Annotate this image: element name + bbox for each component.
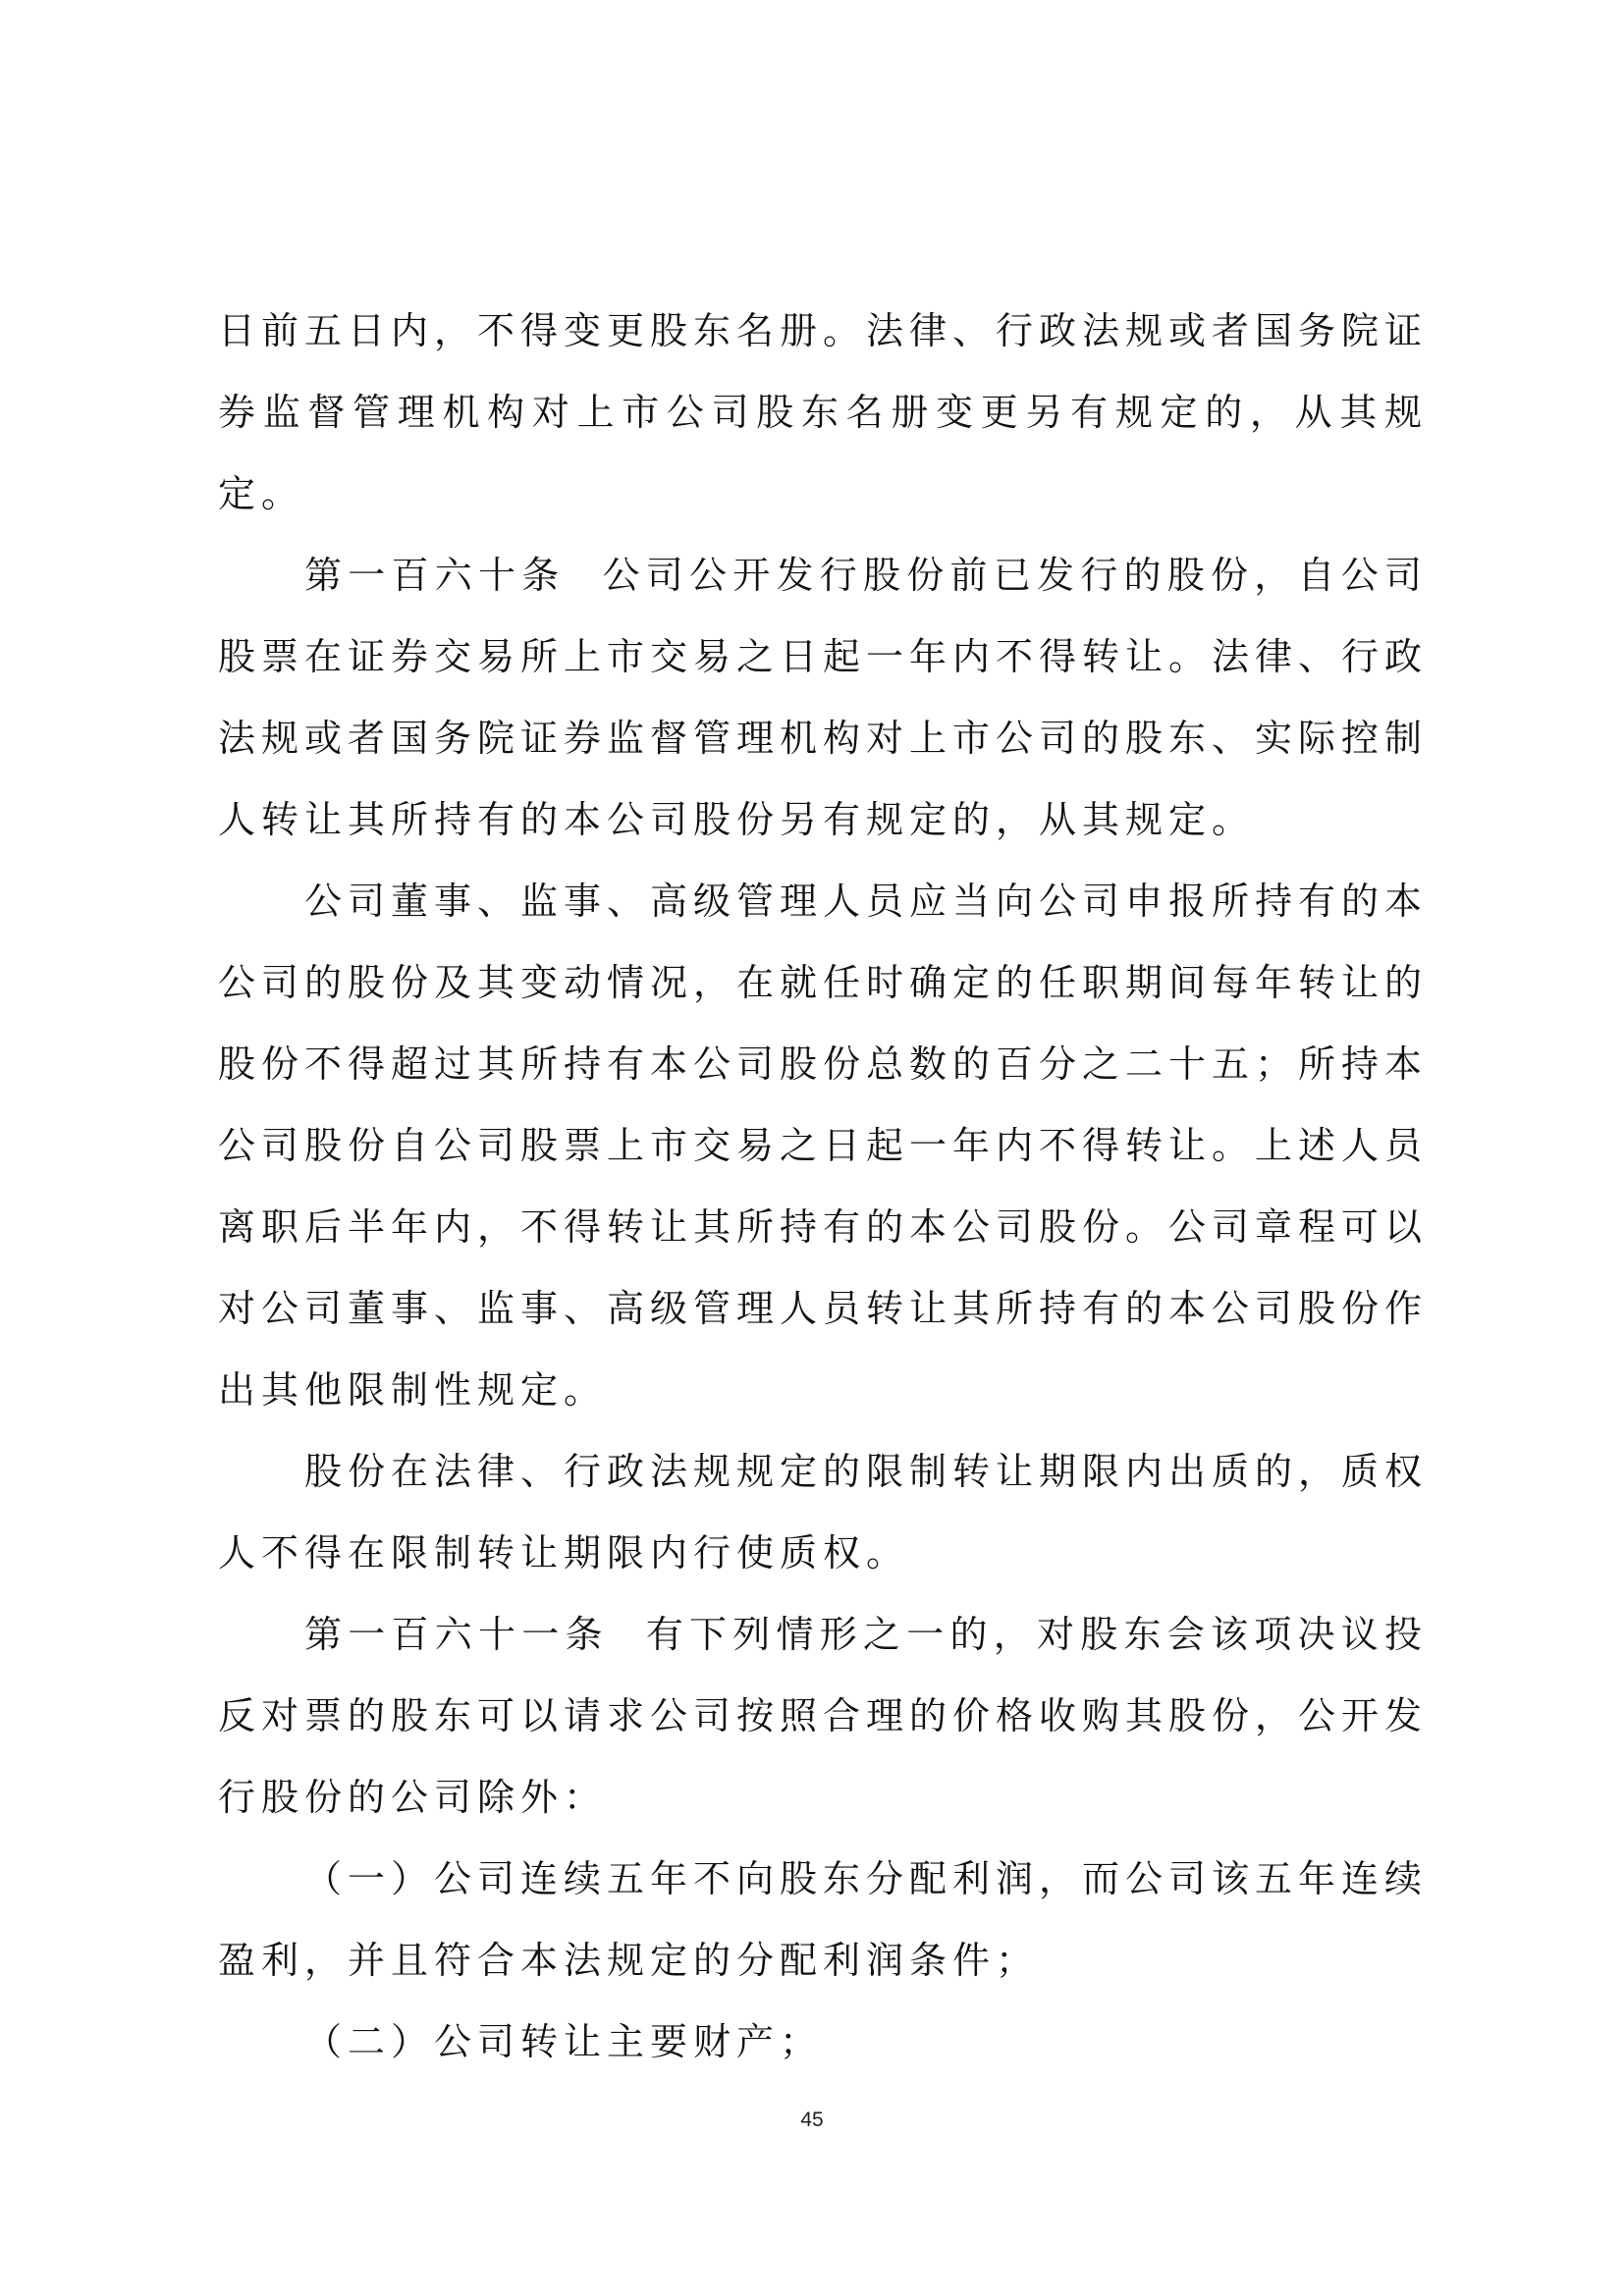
paragraph-text: 日前五日内，不得变更股东名册。法律、行政法规或者国务院证券监督管理机构对上市公司股东名册变更另有规定的，从其规定。 — [218, 309, 1429, 515]
paragraph-text: 有下列情形之一的，对股东会该项决议投反对票的股东可以请求公司按照合理的价格收购其股份，公开发行股份的公司除外： — [218, 1613, 1429, 1819]
paragraph-directors-shares — [218, 861, 1428, 1431]
article-number: 第一百六十条 — [304, 554, 566, 597]
paragraph-continuation — [218, 291, 1428, 535]
paragraph-article-161 — [218, 1594, 1428, 1839]
article-number: 第一百六十一条 — [304, 1613, 609, 1656]
list-item-text: （二）公司转让主要财产； — [304, 2020, 824, 2063]
list-item-2 — [218, 2002, 1428, 2083]
document-body — [218, 291, 1428, 2083]
paragraph-pledge — [218, 1431, 1428, 1594]
paragraph-text: 股份在法律、行政法规规定的限制转让期限内出质的，质权人不得在限制转让期限内行使质权。 — [218, 1450, 1429, 1575]
page-number: 45 — [800, 2109, 824, 2131]
list-item-1 — [218, 1839, 1428, 2002]
paragraph-article-160 — [218, 535, 1428, 861]
paragraph-text: 公司董事、监事、高级管理人员应当向公司申报所持有的本公司的股份及其变动情况，在就任时确定的任职期间每年转让的股份不得超过其所持有本公司股份总数的百分之二十五；所持本公司股份自公司股票上市交易之日起一年内不得转让。上述人员离职后半年内，不得转让其所持有的本公司股份。公司章程可以对公司董事、监事、高级管理人员转让其所持有的本公司股份作出其他限制性规定。 — [218, 880, 1429, 1412]
paragraph-text: 公司公开发行股份前已发行的股份，自公司股票在证券交易所上市交易之日起一年内不得转让。法律、行政法规或者国务院证券监督管理机构对上市公司的股东、实际控制人转让其所持有的本公司股份另有规定的，从其规定。 — [218, 554, 1429, 841]
list-item-text: （一）公司连续五年不向股东分配利润，而公司该五年连续盈利，并且符合本法规定的分配利润条件； — [218, 1857, 1429, 1982]
